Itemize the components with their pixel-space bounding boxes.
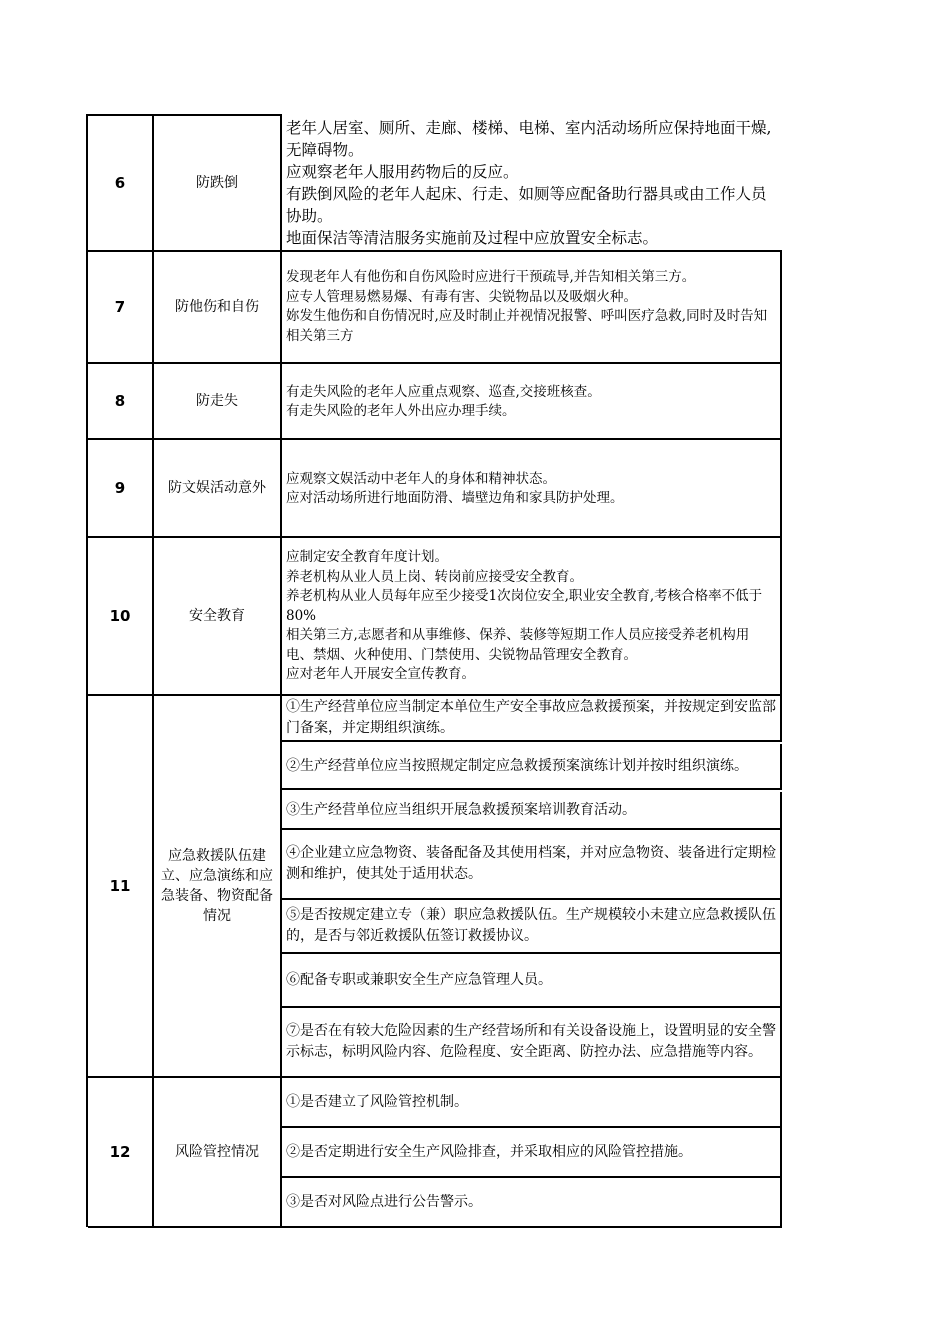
content-line: 地面保洁等清洁服务实施前及过程中应放置安全标志。	[286, 229, 659, 247]
item-name: 防走失	[154, 364, 282, 440]
content-line: 有走失风险的老年人应重点观察、巡查,交接班核查。	[286, 383, 601, 400]
content-line: 有走失风险的老年人外出应办理手续。	[286, 403, 516, 419]
checklist-item: ⑤是否按规定建立专（兼）职应急救援队伍。生产规模较小未建立应急救援队伍的，是否与邻近救援队伍签订救援协议。	[282, 900, 782, 954]
item-content	[282, 440, 782, 538]
content-line: 养老机构从业人员每年应至少接受1次岗位安全,职业安全教育,考核合格率不低于80%	[286, 588, 763, 624]
checklist-item: ②生产经营单位应当按照规定制定应急救援预案演练计划并按时组织演练。	[282, 744, 782, 790]
checklist-item: ①是否建立了风险管控机制。	[282, 1078, 782, 1128]
item-name: 应急救援队伍建立、应急演练和应急装备、物资配备情况	[154, 696, 282, 1078]
row-number: 8	[88, 364, 154, 440]
content-line: 应专人管理易燃易爆、有毒有害、尖锐物品以及吸烟火种。	[286, 288, 637, 305]
checklist-item: ③是否对风险点进行公告警示。	[282, 1178, 782, 1228]
content-line: 妳发生他伤和自伤情况时,应及时制止并视情况报警、呼叫医疗急救,同时及时告知相关第三方	[286, 308, 768, 344]
row-number: 11	[88, 696, 154, 1078]
checklist-item: ⑥配备专职或兼职安全生产应急管理人员。	[282, 954, 782, 1008]
checklist-item: ①生产经营单位应当制定本单位生产安全事故应急救援预案，并按规定到安监部门备案，并定期组织演练。	[282, 696, 782, 742]
item-content	[282, 252, 782, 364]
content-line: 发现老年人有他伤和自伤风险时应进行干预疏导,并告知相关第三方。	[286, 269, 696, 285]
row-number: 6	[88, 116, 154, 252]
item-name: 防文娱活动意外	[154, 440, 282, 538]
item-name: 风险管控情况	[154, 1078, 282, 1228]
item-content	[282, 364, 782, 440]
content-line: 应对活动场所进行地面防滑、墙壁边角和家具防护处理。	[286, 490, 624, 506]
checklist-item: ⑦是否在有较大危险因素的生产经营场所和有关设备设施上，设置明显的安全警示标志，标明风险内容、危险程度、安全距离、防控办法、应急措施等内容。	[282, 1008, 782, 1078]
content-line: 相关第三方,志愿者和从事维修、保养、装修等短期工作人员应接受养老机构用电、禁烟、火种使用、门禁使用、尖锐物品管理安全教育。	[286, 627, 750, 663]
content-line: 应对老年人开展安全宣传教育。	[286, 666, 475, 682]
content-line: 应观察老年人服用药物后的反应。	[286, 163, 519, 181]
content-line: 养老机构从业人员上岗、转岗前应接受安全教育。	[286, 568, 583, 585]
item-content	[282, 538, 782, 696]
item-name: 安全教育	[154, 538, 282, 696]
checklist-item: ③生产经营单位应当组织开展急救援预案培训教育活动。	[282, 792, 782, 830]
content-line: 有跌倒风险的老年人起床、行走、如厕等应配备助行器具或由工作人员协助。	[286, 185, 767, 225]
content-line: 应观察文娱活动中老年人的身体和精神状态。	[286, 470, 556, 487]
item-name: 防他伤和自伤	[154, 252, 282, 364]
content-line: 应制定安全教育年度计划。	[286, 549, 448, 565]
item-name: 防跌倒	[154, 116, 282, 252]
row-number: 9	[88, 440, 154, 538]
content-line: 老年人居室、厕所、走廊、楼梯、电梯、室内活动场所应保持地面干燥,无障碍物。	[286, 119, 772, 159]
checklist-item: ④企业建立应急物资、装备配备及其使用档案，并对应急物资、装备进行定期检测和维护，使其处于适用状态。	[282, 830, 782, 900]
row-number: 10	[88, 538, 154, 696]
row-number: 12	[88, 1078, 154, 1228]
checklist-item: ②是否定期进行安全生产风险排查，并采取相应的风险管控措施。	[282, 1128, 782, 1178]
item-content	[282, 114, 782, 252]
row-number: 7	[88, 252, 154, 364]
